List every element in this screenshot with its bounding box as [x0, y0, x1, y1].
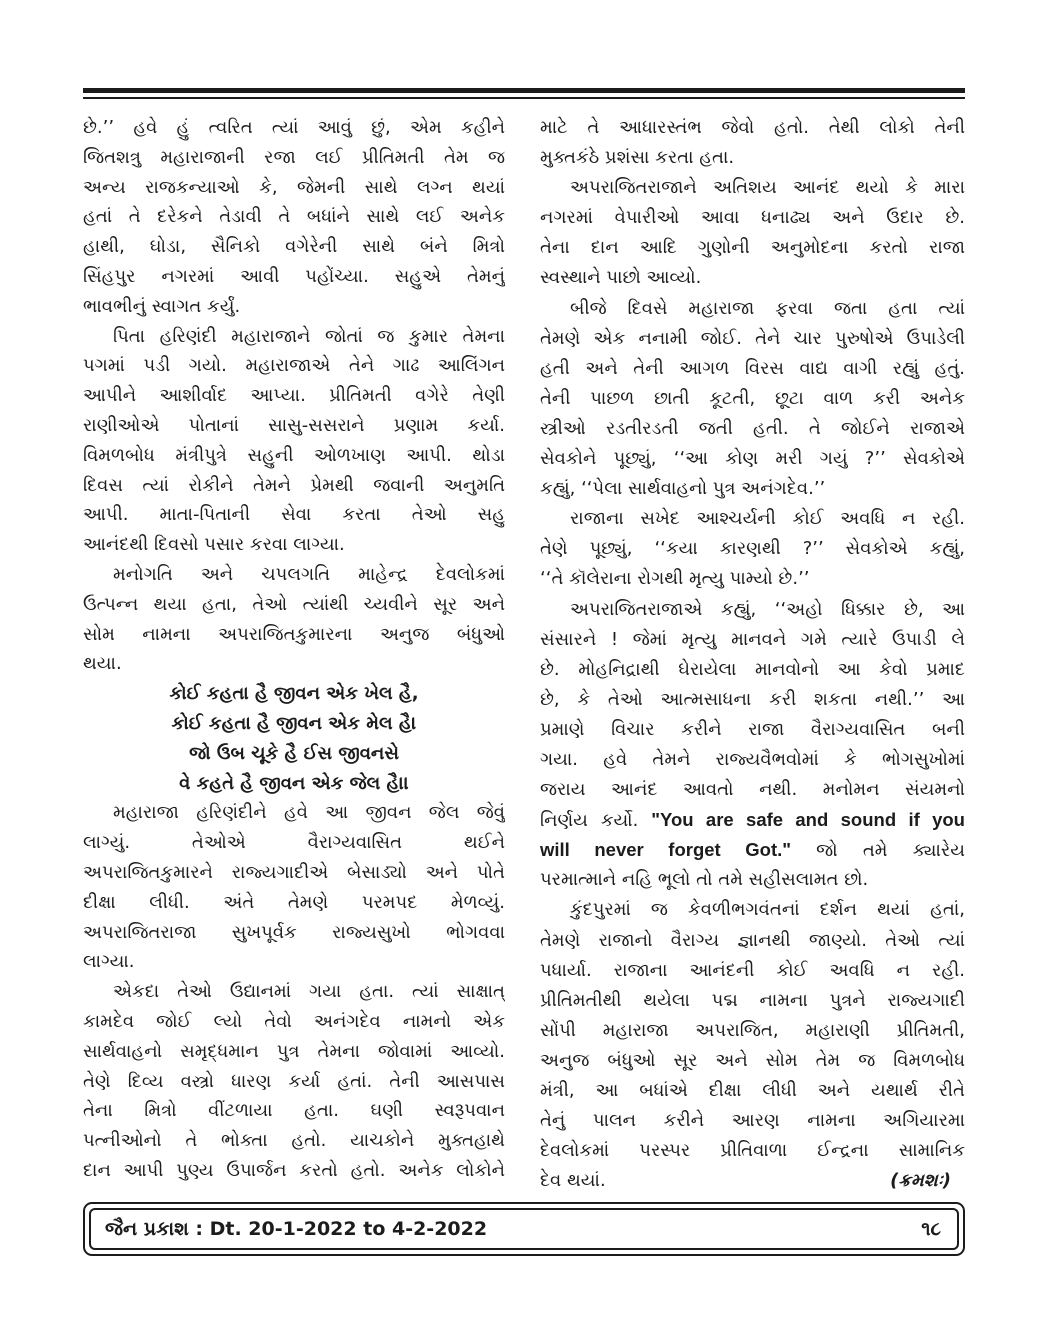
text-line: થયા.: [83, 653, 122, 675]
text-line: મંત્રી, આ બધાંએ દીક્ષા લીધી અને યથાર્થ રીતે: [540, 1080, 965, 1101]
paragraph: [540, 504, 965, 594]
paragraph: [540, 113, 965, 173]
text-line: અપરાજિતકુમારને રાજ્યગાદીએ બેસાડ્યો અને પોતે: [83, 861, 505, 883]
english-quote: will never forget Got.": [540, 839, 792, 861]
text-line: પ્રીતિમતીથી થયેલા પદ્મ નામના પુત્રને રાજ્યગાદી: [540, 989, 965, 1011]
poem-line: કોઈ કહતા હૈ જીવન એક ખેલ હૈ,: [169, 683, 419, 705]
text-line: છે, કે તેઓ આત્મસાધના કરી શકતા નથી.’’ આ: [540, 688, 965, 710]
text-line: મનોગતિ અને ચપલગતિ માહેન્દ્ર દેવલોકમાં: [113, 563, 505, 585]
text-line: ભાવભીનું સ્વાગત કર્યું.: [83, 295, 241, 317]
text-line: સ્વસ્થાને પાછો આવ્યો.: [540, 267, 702, 289]
text-line: કહ્યું, ‘‘પેલા સાર્થવાહનો પુત્ર અનંગદેવ.’’: [540, 478, 826, 500]
text-line: પરમાત્માને નહિ ભૂલો તો તમે સહીસલામત છો.: [540, 869, 869, 891]
paragraph: [83, 977, 505, 1186]
text-line: તેના મિત્રો વીંટળાયા હતા. ઘણી સ્વરૂપવાન: [83, 1100, 505, 1122]
text-line: અપરાજિતરાજાને અતિશય આનંદ થયો કે મારા: [570, 177, 965, 199]
paragraph: [540, 294, 965, 505]
text-line: મહારાજા હરિણંદીને હવે આ જીવન જેલ જેવું: [113, 802, 505, 824]
text-line: અપરાજિતરાજાએ કહ્યું, ‘‘અહો ધિક્કાર છે, આ: [570, 598, 965, 620]
text-line: સોંપી મહારાજા અપરાજિત, મહારાણી પ્રીતિમતી,: [540, 1019, 965, 1041]
header-rule-thin: [83, 97, 965, 99]
text-line: ગયા. હવે તેમને રાજ્યવૈભવોમાં કે ભોગસુખોમાં: [540, 748, 965, 770]
text-line: આપીને આશીર્વાદ આપ્યા. પ્રીતિમતી વગેરે તેણી: [83, 385, 505, 407]
text-line: હતી અને તેની આગળ વિરસ વાદ્ય વાગી રહ્યું હતું.: [540, 357, 965, 379]
text-line: નગરમાં વેપારીઓ આવા ધનાઢ્ય અને ઉદાર છે.: [540, 207, 965, 229]
text-line: રાજાના સખેદ આશ્ચર્યની કોઈ અવધિ ન રહી.: [570, 508, 965, 530]
text-line: જરાય આનંદ આવતો નથી. મનોમન સંયમનો: [540, 779, 965, 801]
text-line: તેમણે એક નનામી જોઈ. તેને ચાર પુરુષોએ ઉપાડેલી: [540, 327, 965, 349]
continued-marker: (ક્રમશઃ): [890, 1170, 951, 1192]
page-number: ૧૮: [921, 1218, 941, 1240]
text-line: આપી. માતા-પિતાની સેવા કરતા તેઓ સહુ: [83, 504, 505, 526]
text-line: સંસારને ! જેમાં મૃત્યુ માનવને ગમે ત્યારે ઉપાડી લે: [540, 628, 965, 650]
text-line: સિંહપુર નગરમાં આવી પહોંચ્યા. સહુએ તેમનું: [83, 265, 505, 287]
text-line: અનુજ બંધુઓ સૂર અને સોમ તેમ જ વિમળબોધ: [540, 1049, 965, 1071]
text-line: હતાં તે દરેકને તેડાવી તે બધાંને સાથે લઈ અનેક: [83, 206, 505, 228]
text-line: તેની પાછળ છાતી કૂટતી, છૂટા વાળ કરી અનેક: [540, 387, 965, 409]
text-line: સાર્થવાહનો સમૃદ્ધમાન પુત્ર તેમના જોવામાં આવ્યો.: [83, 1040, 505, 1062]
text-line: કામદેવ જોઈ લ્યો તેવો અનંગદેવ નામનો એક: [83, 1010, 505, 1032]
text-line: છે.’’ હવે હું ત્વરિત ત્યાં આવું છું, એમ કહીને: [83, 117, 505, 138]
text-segment: નિર્ણય કર્યો.: [540, 810, 639, 832]
text-line: પગમાં પડી ગયો. મહારાજાએ તેને ગાઢ આલિંગન: [83, 355, 505, 377]
paragraph: [540, 895, 965, 1196]
text-segment: દેવ થયાં.: [540, 1170, 606, 1192]
text-line: કુંદપુરમાં જ કેવળીભગવંતનાં દર્શન થયાં હતાં,: [570, 899, 965, 921]
text-line: વિમળબોધ મંત્રીપુત્રે સહુની ઓળખાણ આપી. થોડા: [83, 444, 505, 466]
text-line: [540, 805, 965, 835]
text-line: રાણીઓએ પોતાનાં સાસુ-સસરાને પ્રણામ કર્યા.: [83, 414, 505, 436]
text-line: બીજે દિવસે મહારાજા ફરવા જતા હતા ત્યાં: [570, 297, 965, 319]
text-line: મુક્તકંઠે પ્રશંસા કરતા હતા.: [540, 147, 735, 169]
footer-inner-frame: [89, 1208, 959, 1250]
poem-line: કોઈ કહતા હૈ જીવન એક મેલ હૈ।: [171, 712, 417, 734]
header-rule-thick: [83, 88, 965, 93]
text-line: માટે તે આધારસ્તંભ જેવો હતો. તેથી લોકો તેની: [540, 117, 965, 138]
text-line: અન્ય રાજકન્યાઓ કે, જેમની સાથે લગ્ન થયાં: [83, 176, 505, 198]
text-line: પધાર્યા. રાજાના આનંદની કોઈ અવધિ ન રહી.: [540, 959, 965, 981]
text-line: લાગ્યા.: [83, 951, 135, 973]
text-line: સેવકોને પૂછ્યું, ‘‘આ કોણ મરી ગયું ?’’ સેવકોએ: [540, 448, 965, 470]
text-line: પત્નીઓનો તે ભોક્તા હતો. યાચકોને મુક્તહાથે: [83, 1130, 505, 1152]
text-line: એકદા તેઓ ઉદ્યાનમાં ગયા હતા. ત્યાં સાક્ષાત્: [113, 981, 505, 1003]
text-line: દેવલોકમાં પરસ્પર પ્રીતિવાળા ઈન્દ્રના સામાનિક: [540, 1140, 965, 1162]
poem-line: વે કહતે હૈ જીવન એક જેલ હૈ।।: [179, 772, 409, 794]
text-line: દિવસ ત્યાં રોકીને તેમને પ્રેમથી જવાની અનુમતિ: [83, 474, 505, 496]
publication-title: જૈન પ્રકાશ : Dt. 20-1-2022 to 4-2-2022: [105, 1218, 488, 1240]
text-line: દાન આપી પુણ્ય ઉપાર્જન કરતો હતો. અનેક લોકોને: [83, 1159, 505, 1181]
paragraph: [540, 595, 965, 896]
text-line: અપરાજિતરાજા સુખપૂર્વક રાજ્યસુખો ભોગવવા: [83, 921, 505, 943]
text-line: તેણે પૂછ્યું, ‘‘કયા કારણથી ?’’ સેવકોએ કહ્યું,: [540, 538, 965, 560]
english-quote: "You are safe and sound if you: [651, 809, 965, 831]
text-line: પ્રમાણે વિચાર કરીને રાજા વૈરાગ્યવાસિત બની: [540, 718, 965, 740]
text-line: પિતા હરિણંદી મહારાજાને જોતાં જ કુમાર તેમના: [113, 325, 505, 347]
paragraph: [83, 560, 505, 679]
paragraph: [83, 798, 505, 977]
text-line: તેનું પાલન કરીને આરણ નામના અગિયારમા: [540, 1110, 965, 1132]
text-line: તેમણે રાજાનો વૈરાગ્ય જ્ઞાનથી જાણ્યો. તેઓ ત્યાં: [540, 929, 965, 951]
paragraph: [83, 322, 505, 560]
text-line: [540, 1166, 965, 1196]
text-line: ઉત્પન્ન થયા હતા, તેઓ ત્યાંથી ચ્યવીને સૂર અને: [83, 593, 505, 615]
text-line: [540, 835, 965, 865]
paragraph: [540, 173, 965, 293]
text-line: હાથી, ઘોડા, સૈનિકો વગેરેની સાથે બંને મિત્રો: [83, 236, 505, 258]
text-line: સ્ત્રીઓ રડતીરડતી જતી હતી. તે જોઈને રાજાએ: [540, 417, 965, 439]
text-line: દીક્ષા લીધી. અંતે તેમણે પરમપદ મેળવ્યું.: [83, 891, 505, 913]
footer-frame: [83, 1202, 965, 1256]
right-column: [540, 113, 965, 1199]
text-line: આનંદથી દિવસો પસાર કરવા લાગ્યા.: [83, 534, 345, 556]
text-line: તેણે દિવ્ય વસ્ત્રો ધારણ કર્યા હતાં. તેની આસપાસ: [83, 1070, 505, 1092]
text-line: છે. મોહનિદ્રાથી ઘેરાયેલા માનવોનો આ કેવો પ્રમાદ: [540, 658, 965, 680]
text-segment: જો તમે ક્યારેય: [816, 840, 965, 862]
paragraph: [83, 113, 505, 322]
text-line: જિતશત્રુ મહારાજાની રજા લઈ પ્રીતિમતી તેમ જ: [83, 146, 505, 168]
text-line: ‘‘તે કૉલેરાના રોગથી મૃત્યુ પામ્યો છે.’’: [540, 568, 810, 590]
text-line: લાગ્યું. તેઓએ વૈરાગ્યવાસિત થઈને: [83, 832, 505, 854]
poem-verse: [83, 679, 505, 798]
left-column: [83, 113, 505, 1189]
text-line: તેના દાન આદિ ગુણોની અનુમોદના કરતો રાજા: [540, 237, 965, 259]
text-line: સોમ નામના અપરાજિતકુમારના અનુજ બંધુઓ: [83, 623, 505, 645]
poem-line: જો ઉબ ચૂકે હૈ ઈસ જીવનસે: [189, 742, 399, 764]
